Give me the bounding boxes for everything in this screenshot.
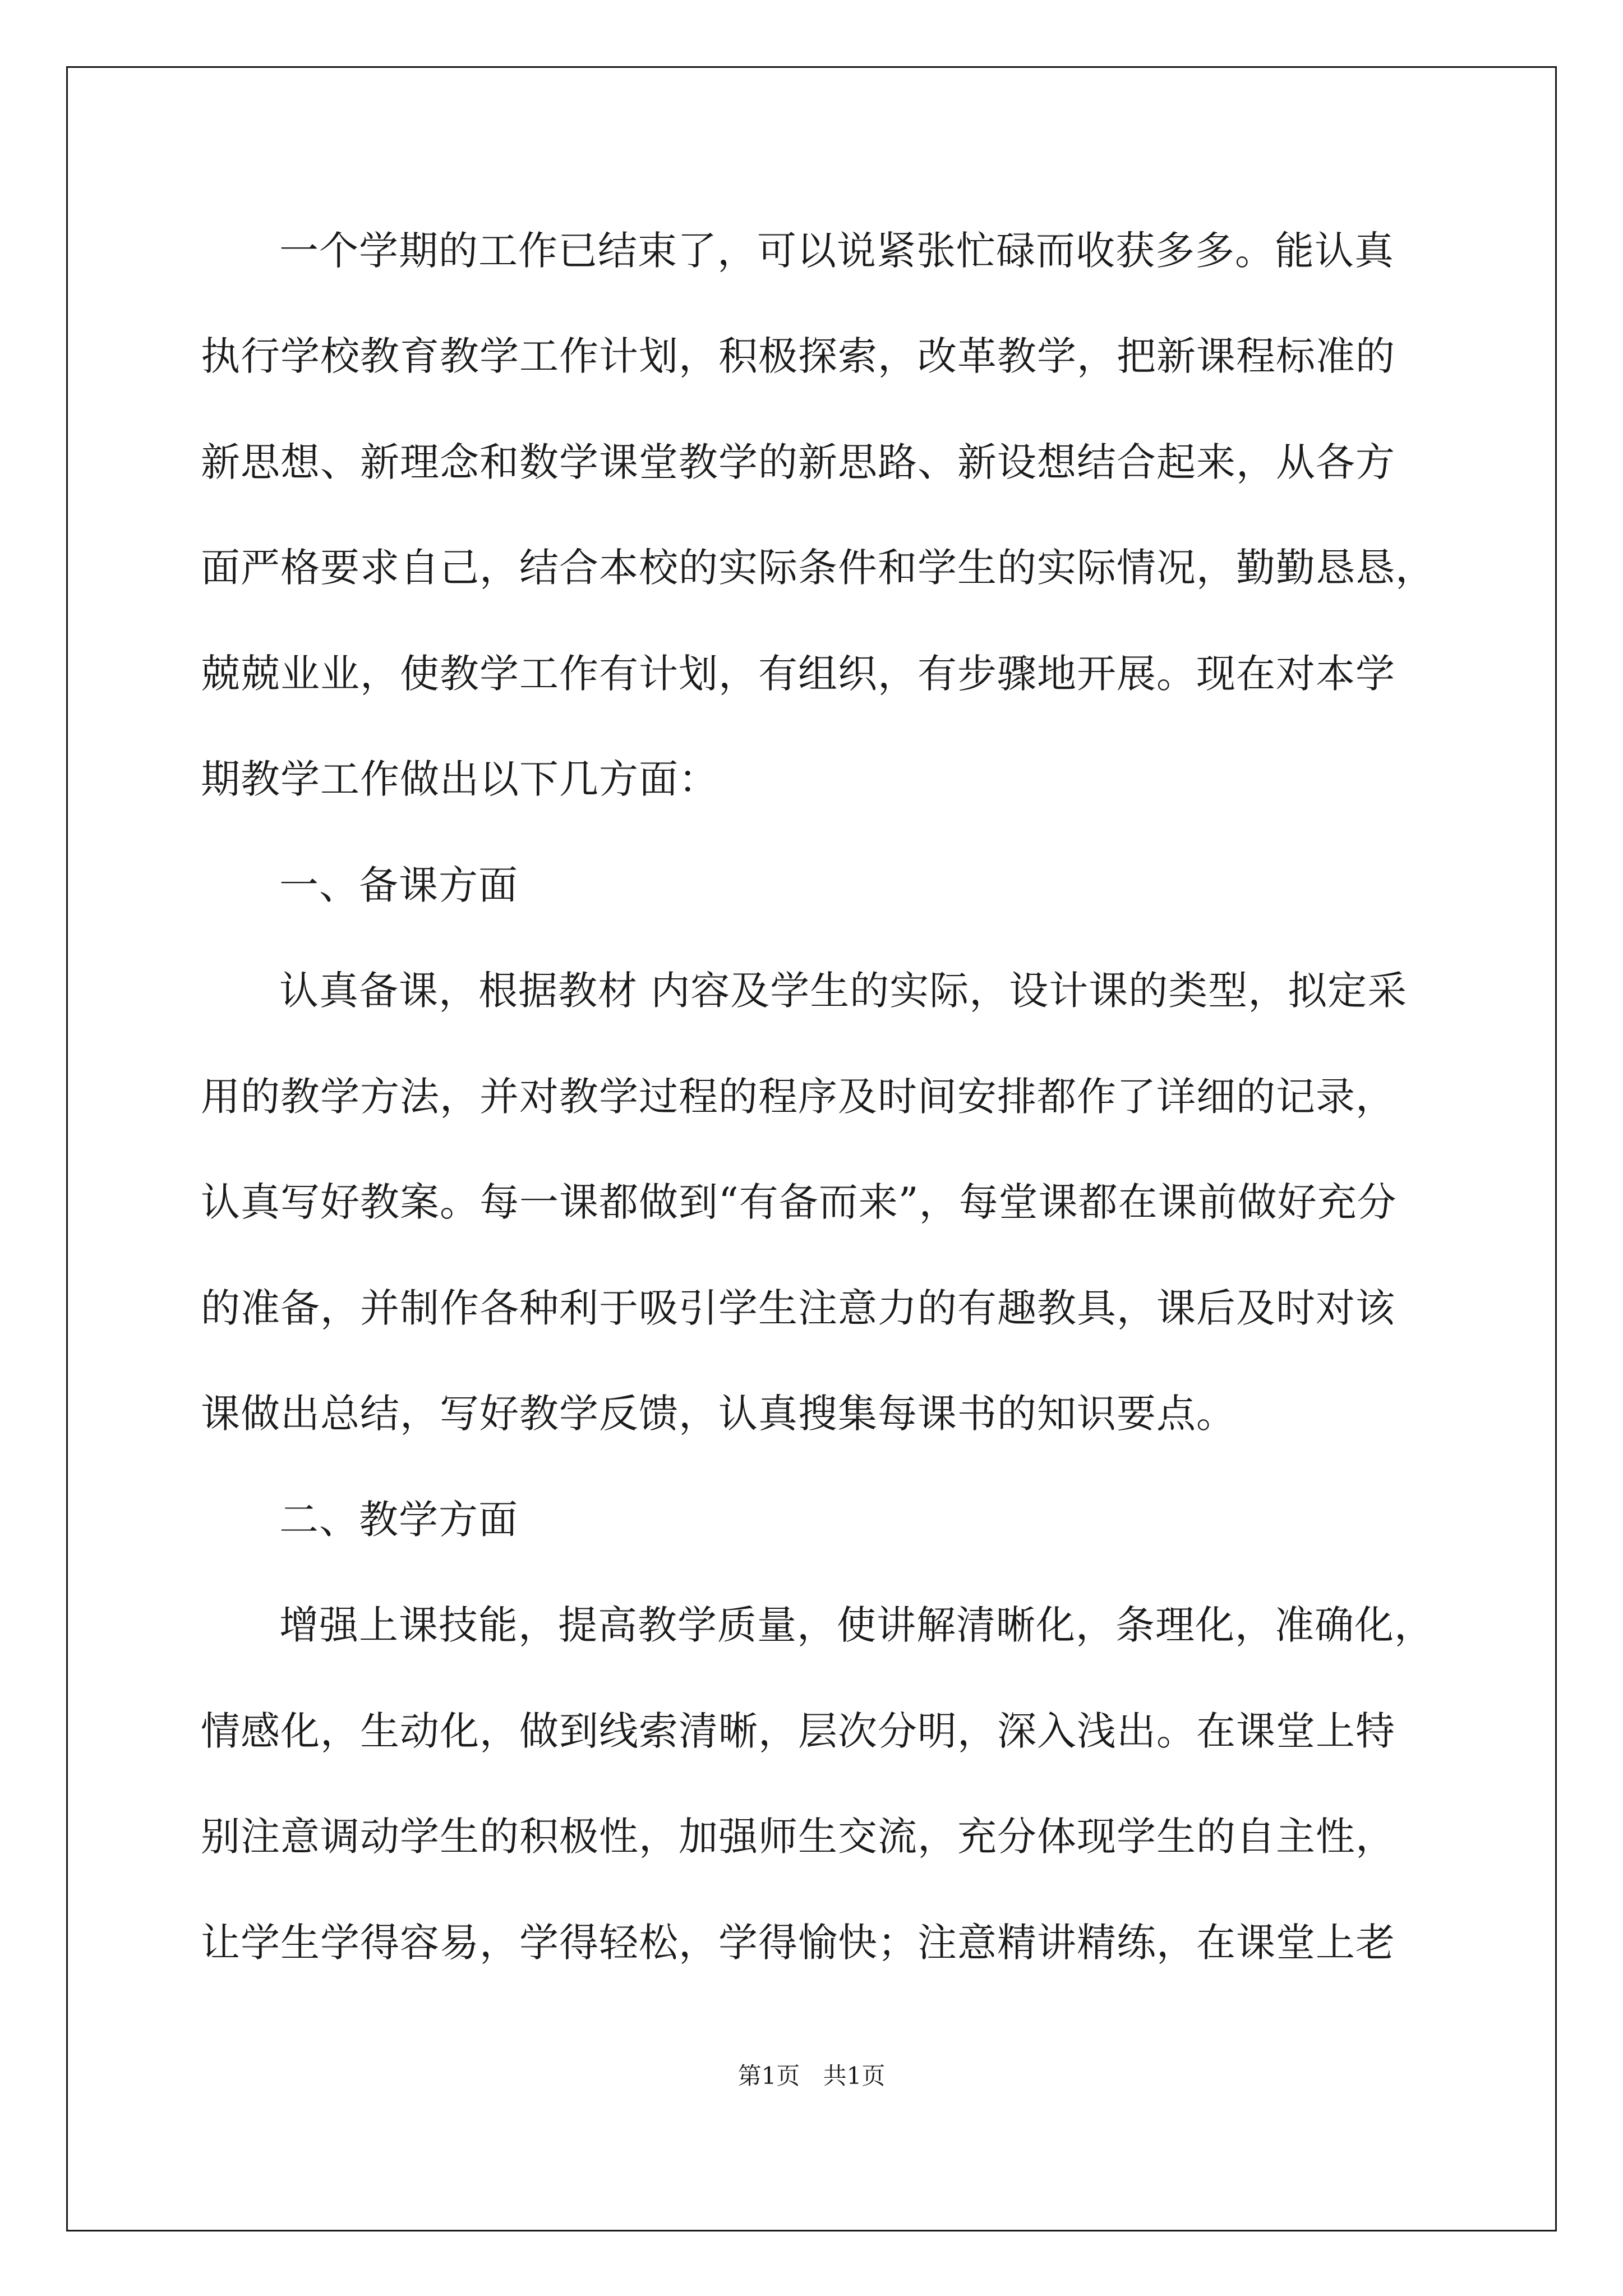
text-line-14: 增强上课技能，提高教学质量，使讲解清晰化，条理化，准确化， — [279, 1602, 1434, 1648]
text-line-6: 期教学工作做出以下几方面： — [201, 756, 718, 802]
text-line-8: 认真备课，根据教材 内容及学生的实际，设计课的类型，拟定采 — [279, 968, 1408, 1014]
section-heading-1: 一、备课方面 — [279, 862, 518, 908]
text-line-9: 用的教学方法，并对教学过程的程序及时间安排都作了详细的记录， — [201, 1074, 1395, 1120]
text-line-1: 一个学期的工作已结束了，可以说紧张忙碌而收获多多。能认真 — [279, 228, 1394, 274]
page-total: 共1页 — [823, 2062, 886, 2090]
text-line-12: 课做出总结，写好教学反馈，认真搜集每课书的知识要点。 — [201, 1391, 1236, 1437]
section-heading-2: 二、教学方面 — [279, 1497, 518, 1543]
text-line-15: 情感化，生动化，做到线索清晰，层次分明，深入浅出。在课堂上特 — [201, 1708, 1395, 1754]
text-line-2: 执行学校教育教学工作计划，积极探索，改革教学，把新课程标准的 — [201, 333, 1395, 379]
page-border — [66, 66, 1557, 2231]
page-number: 第1页 — [737, 2062, 800, 2090]
text-line-16: 别注意调动学生的积极性，加强师生交流，充分体现学生的自主性， — [201, 1814, 1395, 1860]
page-footer — [0, 2058, 1623, 2091]
text-line-5: 兢兢业业，使教学工作有计划，有组织，有步骤地开展。现在对本学 — [201, 651, 1395, 697]
text-line-3: 新思想、新理念和数学课堂教学的新思路、新设想结合起来，从各方 — [201, 439, 1395, 485]
text-line-10: 认真写好教案。每一课都做到“有备而来”，每堂课都在课前做好充分 — [201, 1179, 1397, 1225]
text-line-11: 的准备，并制作各种利于吸引学生注意力的有趣教具，课后及时对该 — [201, 1285, 1395, 1331]
text-line-17: 让学生学得容易，学得轻松，学得愉快；注意精讲精练，在课堂上老 — [201, 1920, 1395, 1966]
text-line-4: 面严格要求自己，结合本校的实际条件和学生的实际情况，勤勤恳恳， — [201, 545, 1435, 591]
